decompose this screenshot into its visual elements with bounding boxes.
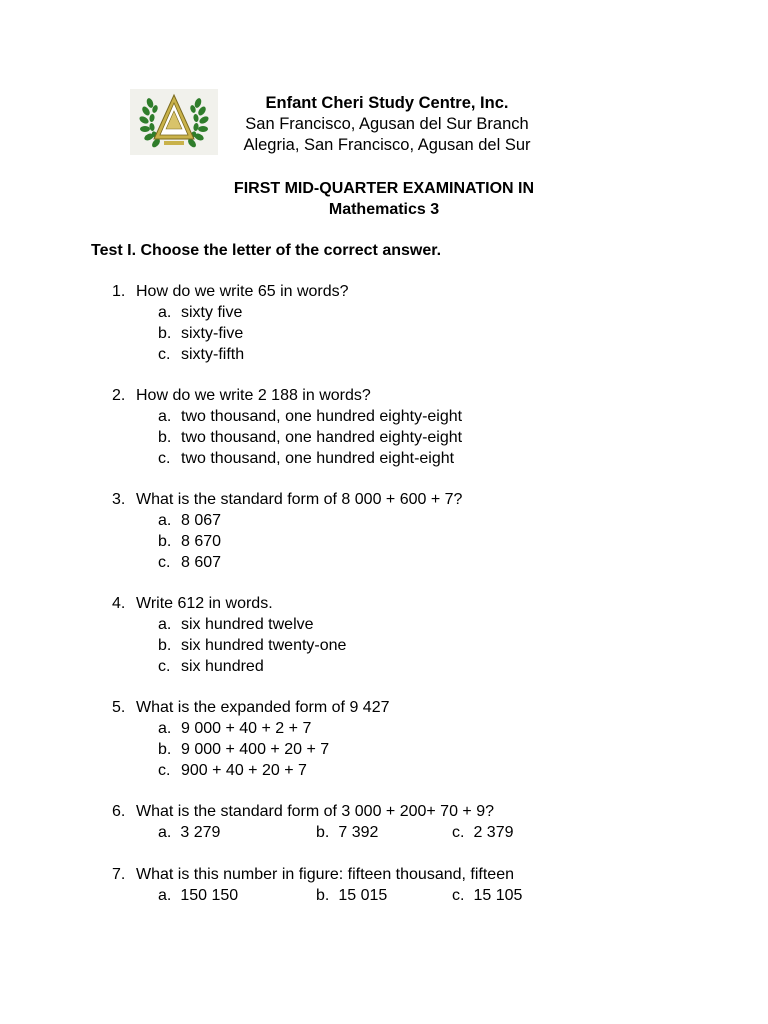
choice-c[interactable] [112, 760, 732, 781]
choice-letter: b. [158, 429, 172, 446]
school-name: Enfant Cheri Study Centre, Inc. [265, 94, 509, 112]
choice-c[interactable] [112, 656, 732, 677]
choice-letter: b. [158, 741, 172, 758]
choice-b[interactable] [112, 427, 732, 448]
choice-a[interactable] [158, 885, 238, 906]
choice-letter: c. [158, 346, 171, 363]
choice-letter: c. [158, 658, 171, 675]
choice-letter: c. [452, 887, 465, 904]
choice-text: sixty-five [181, 325, 244, 342]
choice-text: 150 150 [180, 887, 239, 904]
choice-b[interactable] [112, 323, 732, 344]
choice-letter: a. [158, 512, 172, 529]
choice-a[interactable] [112, 302, 732, 323]
choice-a[interactable] [158, 822, 220, 843]
choice-c[interactable] [112, 552, 732, 573]
question-7 [112, 864, 732, 906]
choice-letter: b. [158, 533, 172, 550]
question-text: Write 612 in words. [136, 595, 273, 612]
choice-letter: a. [158, 304, 172, 321]
choice-letter: a. [158, 408, 172, 425]
choice-c[interactable] [112, 344, 732, 365]
choice-text: 8 067 [181, 512, 222, 529]
choice-c[interactable] [452, 822, 514, 843]
choice-letter: c. [452, 824, 465, 841]
question-text: What is this number in figure: fifteen thousand, fifteen [136, 866, 514, 883]
choice-b[interactable] [112, 635, 732, 656]
choice-letter: b. [158, 637, 172, 654]
choice-b[interactable] [112, 739, 732, 760]
laurel-triangle-icon [130, 89, 218, 155]
choice-c[interactable] [112, 448, 732, 469]
question-number: 6. [112, 803, 126, 820]
question-text: What is the standard form of 3 000 + 200+ 70 + 9? [136, 803, 495, 820]
choice-text: 15 105 [473, 887, 523, 904]
question-number: 2. [112, 387, 126, 404]
choice-text: six hundred twelve [181, 616, 314, 633]
choice-a[interactable] [112, 406, 732, 427]
question-text: What is the expanded form of 9 427 [136, 699, 390, 716]
question-number: 3. [112, 491, 126, 508]
school-header [222, 93, 552, 156]
choice-c[interactable] [452, 885, 522, 906]
question-3 [112, 489, 732, 573]
question-text: What is the standard form of 8 000 + 600 + 7? [136, 491, 463, 508]
question-6 [112, 801, 732, 843]
choice-letter: b. [316, 887, 330, 904]
inline-choices [112, 822, 732, 843]
exam-title-line1: FIRST MID-QUARTER EXAMINATION IN [233, 180, 535, 197]
choice-text: two thousand, one hundred eighty-eight [181, 408, 463, 425]
question-text: How do we write 2 188 in words? [136, 387, 371, 404]
question-number: 4. [112, 595, 126, 612]
choice-letter: a. [158, 887, 172, 904]
exam-subject: Mathematics 3 [328, 201, 440, 218]
question-1 [112, 281, 732, 365]
choice-text: 9 000 + 400 + 20 + 7 [181, 741, 330, 758]
choice-text: 8 670 [181, 533, 222, 550]
choice-text: two thousand, one handred eighty-eight [181, 429, 463, 446]
choice-text: six hundred [181, 658, 264, 675]
question-number: 5. [112, 699, 126, 716]
choice-b[interactable] [112, 531, 732, 552]
choice-text: two thousand, one hundred eight-eight [181, 450, 455, 467]
choice-text: 15 015 [338, 887, 388, 904]
choice-text: 9 000 + 40 + 2 + 7 [181, 720, 312, 737]
choice-text: 7 392 [338, 824, 379, 841]
choice-b[interactable] [316, 822, 378, 843]
choice-text: 900 + 40 + 20 + 7 [181, 762, 307, 779]
question-4 [112, 593, 732, 677]
choice-text: sixty-fifth [181, 346, 245, 363]
choice-letter: b. [158, 325, 172, 342]
choice-text: sixty five [181, 304, 243, 321]
branch-address: San Francisco, Agusan del Sur Branch [245, 115, 529, 133]
choice-text: 2 379 [473, 824, 514, 841]
question-number: 7. [112, 866, 126, 883]
choice-text: six hundred twenty-one [181, 637, 347, 654]
choice-b[interactable] [316, 885, 387, 906]
question-text: How do we write 65 in words? [136, 283, 349, 300]
street-address: Alegria, San Francisco, Agusan del Sur [243, 136, 531, 154]
test-instruction: Test I. Choose the letter of the correct answer. [91, 242, 442, 259]
question-5 [112, 697, 732, 781]
choice-a[interactable] [112, 614, 732, 635]
choice-a[interactable] [112, 510, 732, 531]
choice-text: 8 607 [181, 554, 222, 571]
choice-letter: a. [158, 720, 172, 737]
choice-text: 3 279 [180, 824, 221, 841]
question-2 [112, 385, 732, 469]
choice-a[interactable] [112, 718, 732, 739]
choice-letter: c. [158, 450, 171, 467]
choice-letter: b. [316, 824, 330, 841]
choice-letter: a. [158, 616, 172, 633]
exam-title [140, 178, 628, 220]
school-seal-logo [130, 89, 218, 155]
choice-letter: a. [158, 824, 172, 841]
choice-letter: c. [158, 554, 171, 571]
inline-choices [112, 885, 732, 906]
question-number: 1. [112, 283, 126, 300]
choice-letter: c. [158, 762, 171, 779]
